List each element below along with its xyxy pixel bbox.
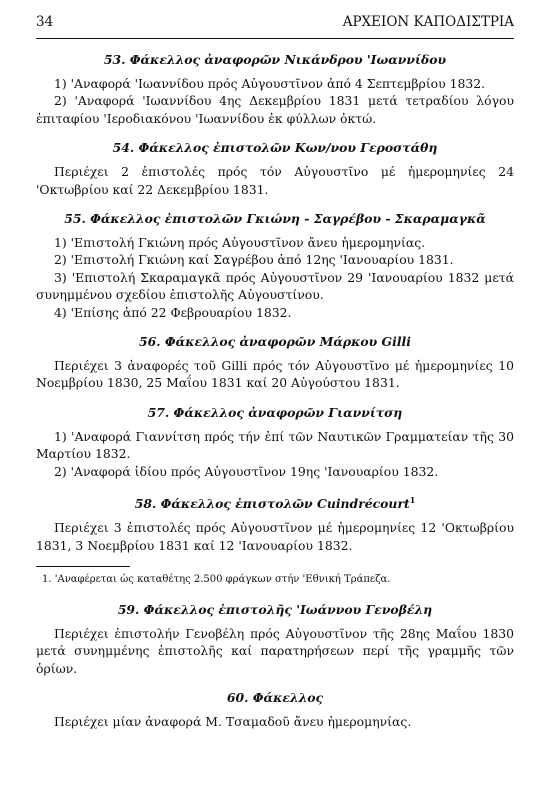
list-item: 2) 'Αναφορά 'Ιωαννίδου 4ης Δεκεμβρίου 1831 μετά τετραδίου λόγου ἐπιταφίου 'Ιεροδιακόνου 'Ιωαννίδου ἐκ φύλλων ὀκτώ. [36,93,514,126]
list-item: 2) 'Αναφορά ἰδίου πρός Αὐγουστῖνον 19ης 'Ιανουαρίου 1832. [54,463,439,479]
section-56 [36,333,514,392]
section-59 [36,601,514,677]
section-title-text: 58. Φάκελλος ἐπιστολῶν Cuindrécourt [134,496,410,512]
list-item: 4) 'Επίσης ἀπό 22 Φεβρουαρίου 1832. [54,304,292,320]
section-58 [36,492,514,554]
header-rule [36,38,514,39]
list-item: 3) 'Επιστολή Σκαραμαγκᾶ πρός Αὐγουστῖνον 29 'Ιανουαρίου 1832 μετά συνημμένου σχεδίου ἐπιστολῆς Αὐγουστίνου. [36,269,514,303]
section-paragraph: Περιέχει 2 ἐπιστολές πρός τόν Αὐγουστῖνο μέ ἡμερομηνίες 24 'Οκτωβρίου καί 22 Δεκεμβρίου 1831. [36,164,514,197]
section-title: 55. Φάκελλος ἐπιστολῶν Γκιώνη - Σαγρέβου - Σκαραμαγκᾶ [64,211,486,227]
section-title: 59. Φάκελλος ἐπιστολῆς 'Ιωάννου Γενοβέλη [117,602,433,618]
section-title: 57. Φάκελλος ἀναφορῶν Γιαννίτση [147,404,403,420]
section-paragraph: Περιέχει ἐπιστολήν Γενοβέλη πρός Αὐγουστῖνον τῆς 28ης Μαΐου 1830 μετά συνημμένης ἐπιστολῆς καί παρατηρήσεων περί τῆς γραμμῆς τῶν ὁρίων. [36,626,514,676]
section-paragraph: Περιέχει 3 ἐπιστολές πρός Αὐγουστῖνον μέ ἡμερομηνίες 12 'Οκτωβρίου 1831, 3 Νοεμβρίου 1831 καί 12 'Ιανουαρίου 1832. [36,520,514,553]
section-53 [36,51,514,127]
section-55 [36,210,514,321]
section-60 [36,689,514,730]
section-54 [36,139,514,198]
section-title: 56. Φάκελλος ἀναφορῶν Μάρκου Gilli [139,334,411,350]
list-item: 1) 'Αναφορά Γιαννίτση πρός τήν ἐπί τῶν Ναυτικῶν Γραμματείαν τῆς 30 Μαρτίου 1832. [36,428,514,462]
footnote-marker: 1 [409,495,416,506]
section-title: 53. Φάκελλος ἀναφορῶν Νικάνδρου 'Ιωαννίδου [103,52,447,67]
footnote-rule [36,566,130,567]
footnote: 1. 'Αναφέρεται ὡς καταθέτης 2.500 φράγκων στήν 'Εθνική Τράπεζα. [42,574,391,586]
section-57 [36,404,514,480]
page-number: 34 [36,14,54,30]
section-title: 54. Φάκελλος ἐπιστολῶν Κων/νου Γεροστάθη [112,140,438,156]
list-item: 1) 'Αναφορά 'Ιωαννίδου πρός Αὐγουστῖνον ἀπό 4 Σεπτεμβρίου 1832. [54,76,486,91]
document-page [36,14,514,731]
list-item: 1) 'Επιστολή Γκιώνη πρός Αὐγουστῖνον ἄνευ ἡμερομηνίας. [54,235,426,251]
section-paragraph: Περιέχει 3 ἀναφορές τοῦ Gilli πρός τόν Αὐγουστῖνο μέ ἡμερομηνίες 10 Νοεμβρίου 1830, 25 Μαΐου 1831 καί 20 Αὐγούστου 1831. [36,358,514,391]
section-title [36,492,514,512]
section-title: 60. Φάκελλος [226,690,324,706]
running-title: ΑΡΧΕΙΟΝ ΚΑΠΟΔΙΣΤΡΙΑ [342,14,514,30]
section-paragraph: Περιέχει μίαν ἀναφορά Μ. Τσαμαδοῦ ἄνευ ἡμερομηνίας. [54,714,412,730]
running-head [36,14,514,36]
list-item: 2) 'Επιστολή Γκιώνη καί Σαγρέβου ἀπό 12ης 'Ιανουαρίου 1831. [54,252,454,268]
